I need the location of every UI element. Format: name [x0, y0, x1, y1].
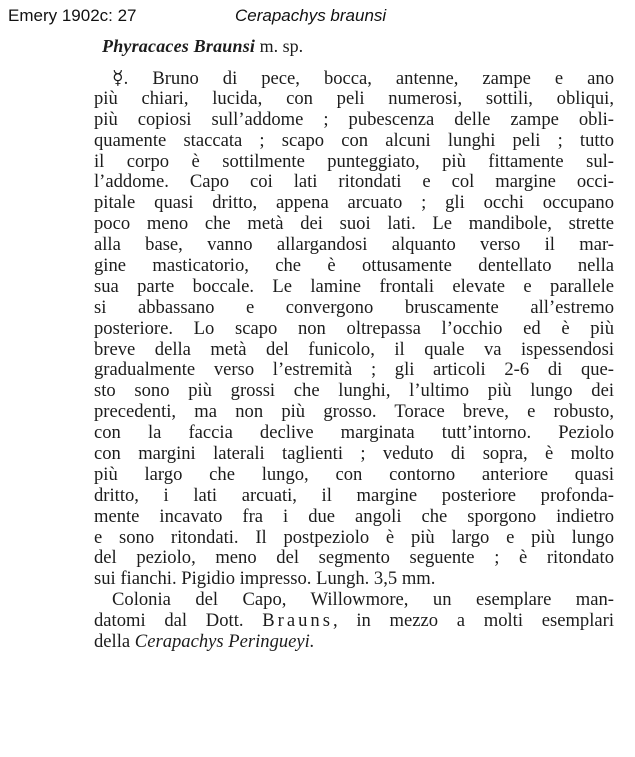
text-line: posteriore. Lo scapo non oltrepassa l’occhio ed è più [94, 317, 614, 339]
text-line: breve della metà del funicolo, il quale va ispessendosi [94, 338, 614, 360]
description-paragraph [94, 68, 614, 590]
text-line: mente incavato fra i due angoli che sporgono indietro [94, 505, 614, 527]
text-line: e sono ritondati. Il postpeziolo è più largo e più lungo [94, 526, 614, 548]
text-line: ☿. Bruno di pece, bocca, antenne, zampe e ano [112, 67, 614, 89]
text-line: precedenti, ma non più grosso. Torace breve, e robusto, [94, 401, 614, 423]
species-reference: Cerapachys Peringueyi. [134, 631, 315, 653]
taxon-status: m. sp. [259, 36, 304, 56]
text-line: con la faccia declive marginata tutt’intorno. Peziolo [94, 422, 614, 444]
text-line: pitale quasi dritto, appena arcuato ; gli occhi occupano [94, 192, 614, 214]
text-line: datomi dal Dott. Brauns, in mezzo a molti esemplari [94, 610, 614, 632]
text-line: del peziolo, meno del segmento seguente ; è ritondato [94, 547, 614, 569]
worker-sign-icon: ☿ [112, 67, 124, 89]
text-line: gradualmente verso l’estremità ; gli articoli 2-6 di que- [94, 359, 614, 381]
text-line: quamente staccata ; scapo con alcuni lunghi peli ; tutto [94, 129, 614, 151]
taxon-name: Phyracaces Braunsi [102, 36, 256, 56]
page-header [8, 6, 387, 26]
text-line: della Cerapachys Peringueyi. [94, 631, 315, 653]
species-label: Cerapachys braunsi [235, 6, 387, 25]
text-line: alla base, vanno allargandosi alquanto verso il mar- [94, 234, 614, 256]
text-line: con margini laterali taglienti ; veduto di sopra, è molto [94, 443, 614, 465]
text-line: più copiosi sull’addome ; pubescenza delle zampe obli- [94, 108, 614, 130]
citation-label: Emery 1902c: 27 [8, 6, 137, 25]
text-line: sui fianchi. Pigidio impresso. Lungh. 3,5 mm. [94, 568, 436, 590]
text-line: più chiari, lucida, con peli numerosi, sottili, obliqui, [94, 87, 614, 109]
text-line: più largo che lungo, con contorno anteriore quasi [94, 463, 614, 485]
text-line: poco meno che metà dei suoi lati. Le mandibole, strette [94, 213, 614, 235]
text-line: sto sono più grossi che lunghi, l’ultimo più lungo dei [94, 380, 614, 402]
text-line: gine masticatorio, che è ottusamente dentellato nella [94, 255, 614, 277]
collector-name: Brauns [262, 610, 333, 632]
text-line: Colonia del Capo, Willowmore, un esemplare man- [112, 589, 614, 611]
description-title [102, 36, 614, 56]
text-line: sua parte boccale. Le lamine frontali elevate e parallele [94, 275, 614, 297]
text-line: si abbassano e convergono bruscamente all’estremo [94, 296, 614, 318]
locality-paragraph [94, 590, 614, 653]
scanned-text-block [94, 36, 614, 653]
text-line: dritto, i lati arcuati, il margine posteriore profonda- [94, 484, 614, 506]
text-line: l’addome. Capo coi lati ritondati e col margine occi- [94, 171, 614, 193]
text-line: il corpo è sottilmente punteggiato, più fittamente sul- [94, 150, 614, 172]
